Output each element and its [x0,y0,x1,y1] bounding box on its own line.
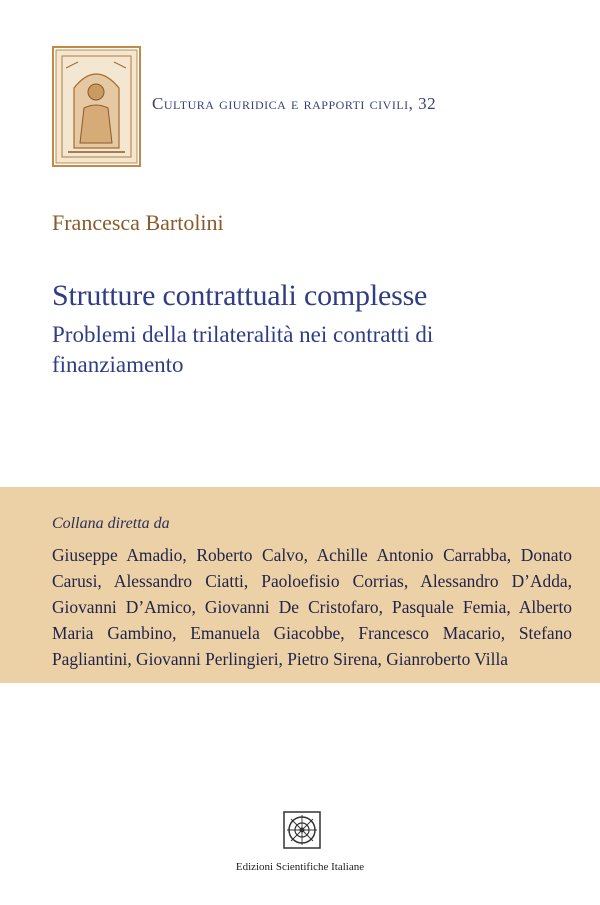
author-name: Francesca Bartolini [52,210,224,235]
publisher-emblem-icon [282,810,322,850]
series-engraving-thumbnail [52,46,141,167]
publisher-name: Edizioni Scientifiche Italiane [235,861,365,873]
book-subtitle: Problemi della trilateralità nei contratti di finanziamento [52,322,434,377]
book-title: Strutture contrattuali complesse [52,279,428,312]
editors-names: Giuseppe Amadio, Roberto Calvo, Achille Antonio Carrabba, Donato Carusi, Alessandro Ciatti, Paoloefisio Corrias, Alessandro D’Adda, Giovanni D’Amico, Giovanni De Cristofaro, Pasquale Femia, Alberto Maria Gambino, Emanuela Giacobbe, Francesco Macario, Stefano Pagliantini, Giovanni Perlingieri, Pietro Sirena, Gianroberto Villa [52,545,572,669]
engraving-icon [54,48,139,165]
series-title: Cultura giuridica e rapporti civili, 32 [152,94,437,113]
editors-label: Collana diretta da [52,515,170,532]
